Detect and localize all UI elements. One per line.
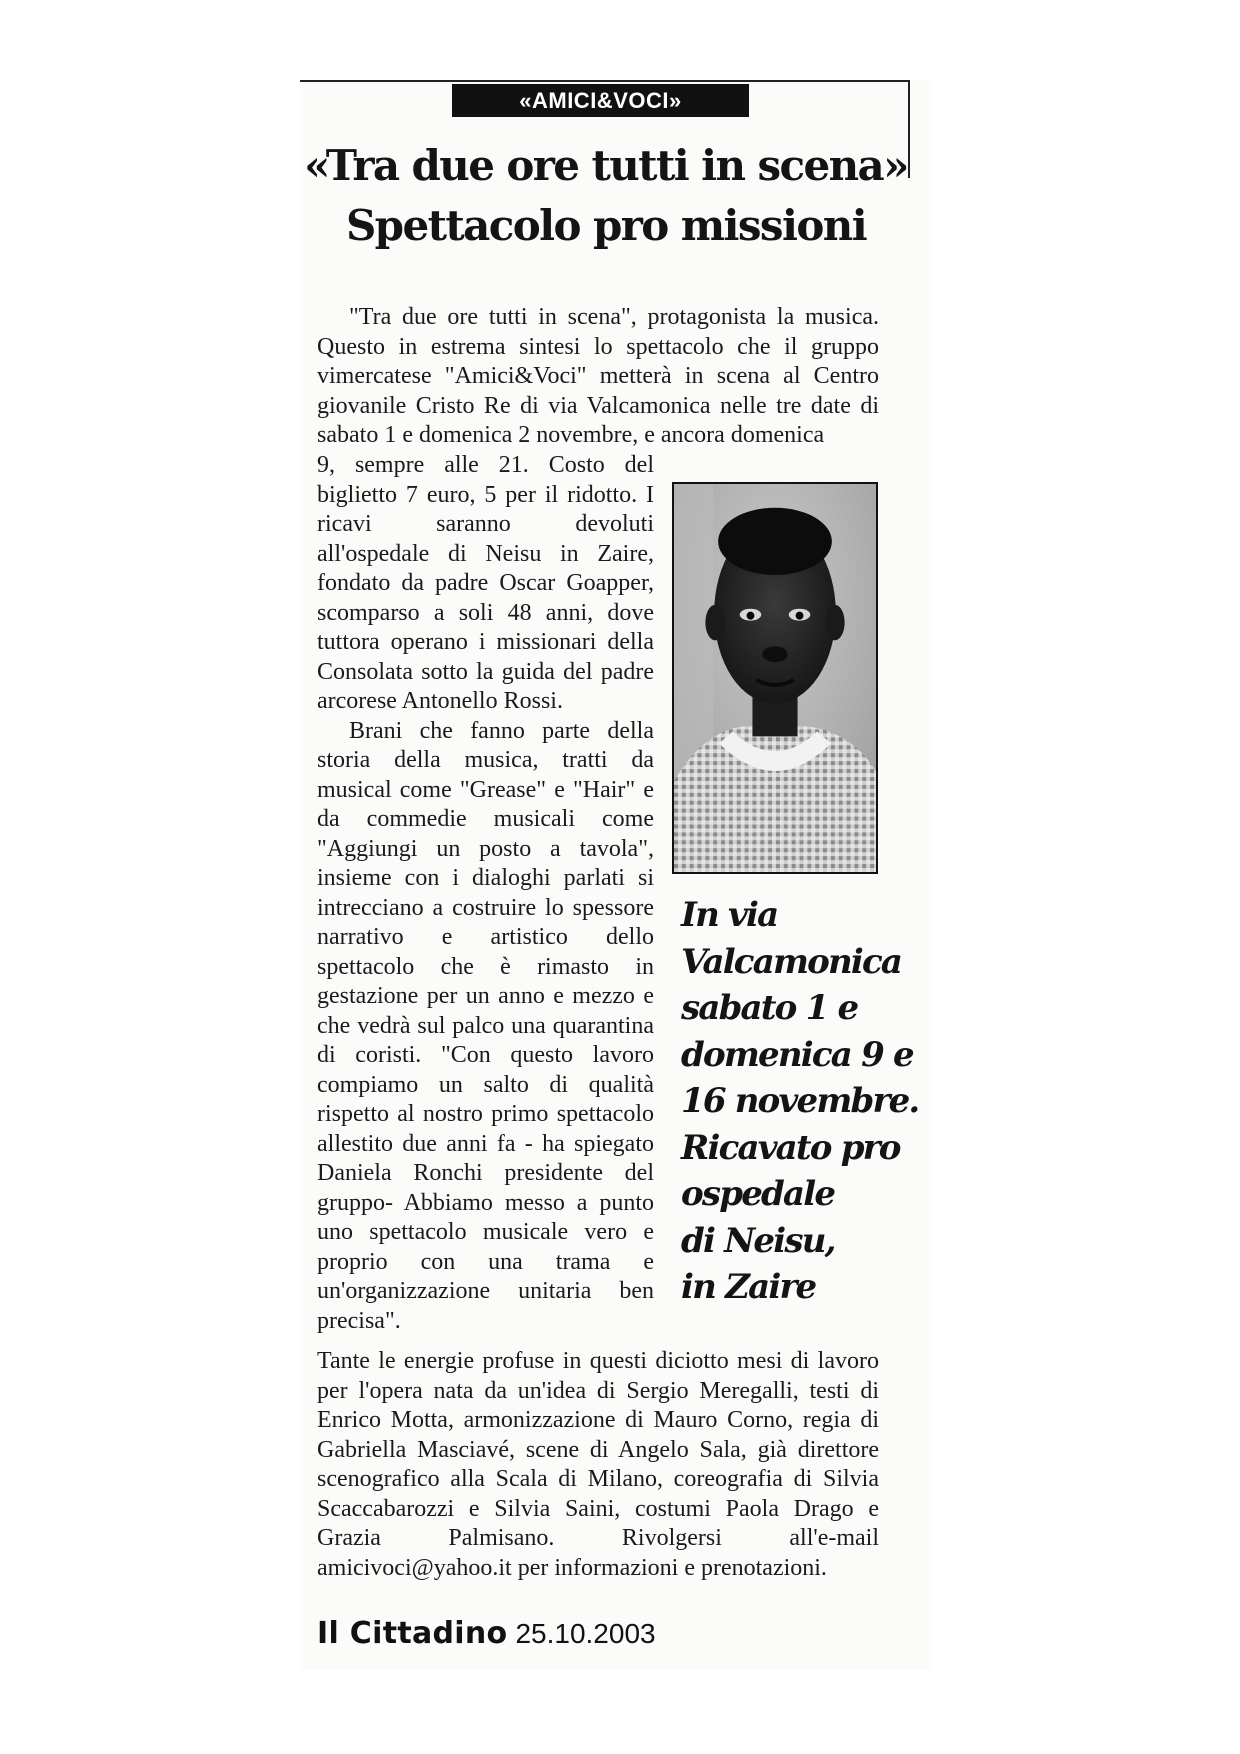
pull-quote-line: ospedale — [681, 1174, 835, 1214]
pull-quote-line: domenica 9 e — [681, 1034, 913, 1075]
pull-quote-line: Valcamonica — [681, 941, 902, 982]
pull-quote-line: sabato 1 e — [681, 988, 858, 1028]
headline-line-2: Spettacolo pro missioni — [345, 201, 867, 250]
pull-quote — [681, 892, 919, 1311]
publication-footer — [317, 1616, 656, 1656]
pull-quote-line: in Zaire — [681, 1267, 816, 1307]
article-narrow-column — [317, 451, 654, 1336]
publication-date: 25.10.2003 — [515, 1618, 656, 1649]
article-paragraph-1-top: "Tra due ore tutti in scena", protagonista la musica. Questo in estrema sintesi lo spettacolo che il gruppo vimercatese "Amici&Voci" metterà in scena al Centro giovanile Cristo Re di via Valcamonica nelle tre date di sabato 1 e domenica 2 novembre, e ancora domenica — [317, 304, 879, 448]
article-paragraph-2: Brani che fanno parte della storia della musica, tratti da musical come "Grease" e "Hair" e da commedie musicali come "Aggiungi un posto a tavola", insieme con i dialoghi parlati si intrecciano a costruire lo spessore narrativo e artistico dello spettacolo che è rimasto in gestazione per un anno e mezzo e che vedrà sul palco una quarantina di coristi. "Con questo lavoro compiamo un salto di qualità rispetto al nostro primo spettacolo allestito due anni fa - ha spiegato Daniela Ronchi presidente del gruppo- Abbiamo messo a punto uno spettacolo musicale vero e proprio con una trama e un'organizzazione unitaria ben precisa". — [317, 717, 654, 1334]
pull-quote-line: In via — [681, 895, 778, 935]
pull-quote-line: di Neisu, — [681, 1220, 835, 1261]
headline-line-1: «Tra due ore tutti in scena» — [304, 141, 908, 190]
top-rule — [300, 80, 910, 82]
pull-quote-line: Ricavato pro — [681, 1127, 900, 1168]
pull-quote-line: 16 novembre. — [681, 1081, 919, 1121]
article-photo — [672, 482, 878, 874]
article-headline — [300, 136, 912, 256]
section-kicker: «AMICI&VOCI» — [452, 84, 749, 117]
article-paragraph-1-continued: 9, sempre alle 21. Costo del biglietto 7 euro, 5 per il ridotto. I ricavi saranno devoluti all'ospedale di Neisu in Zaire, fondato da padre Oscar Goapper, scomparso a soli 48 anni, dove tuttora operano i missionari della Consolata sotto la guida del padre arcorese Antonello Rossi. — [317, 452, 654, 714]
child-portrait-photo — [674, 484, 876, 872]
publication-name: Il Cittadino — [317, 1616, 508, 1651]
article-paragraph-2-continued: Tante le energie profuse in questi diciotto mesi di lavoro per l'opera nata da un'idea di Sergio Meregalli, testi di Enrico Motta, armonizzazione di Mauro Corno, regia di Gabriella Masciavé, scene di Angelo Sala, già direttore scenografico alla Scala di Milano, coreografia di Silvia Scaccabarozzi e Silvia Saini, costumi Paola Drago e Grazia Palmisano. Rivolgersi all'e-mail amicivoci@yahoo.it per informazioni e prenotazioni. — [317, 1348, 879, 1581]
